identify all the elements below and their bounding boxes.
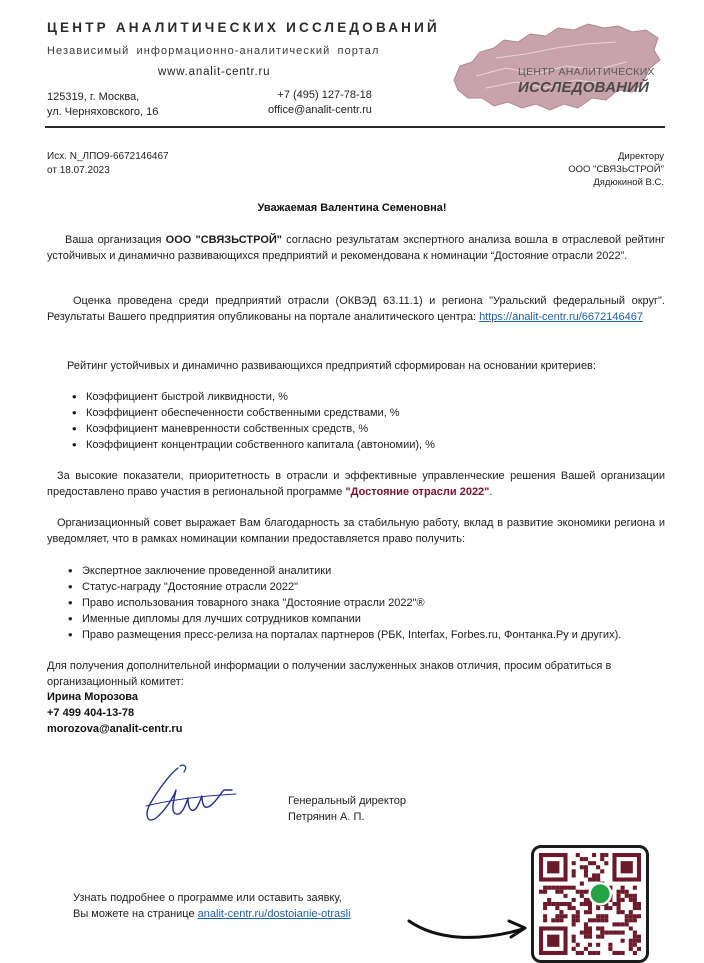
paragraph-nomination (47, 233, 665, 264)
header-phone: +7 (495) 127-78-18 (277, 89, 372, 101)
criteria-list (70, 389, 660, 453)
site-url: www.analit-centr.ru (158, 66, 271, 78)
contact-block (47, 689, 182, 737)
outgoing-reference (47, 150, 169, 178)
text-fragment: Ваша организация (65, 234, 166, 246)
addressee-line: Дядюкиной В.С. (593, 177, 664, 188)
footer-line (73, 906, 351, 922)
arrow-right-icon (405, 905, 535, 945)
qr-code-icon (539, 853, 641, 955)
list-item: • Право использования товарного знака "Достояние отрасли 2022"® (66, 595, 666, 611)
addressee (568, 150, 664, 189)
list-item: • Коэффициент маневренности собственных средств, % (70, 421, 660, 437)
whatsapp-icon (590, 883, 611, 904)
contact-email[interactable]: morozova@analit-centr.ru (47, 723, 183, 735)
qr-code-frame[interactable] (531, 845, 649, 963)
text-fragment: . (489, 485, 493, 498)
paragraph-program (47, 469, 665, 500)
text-fragment: Вы можете на странице (73, 908, 198, 920)
signatory (288, 793, 406, 825)
organization-name: ООО "СВЯЗЬСТРОЙ" (165, 234, 283, 246)
contact-name: Ирина Морозова (47, 691, 139, 703)
reference-number: Исх. N_ЛПО9-6672146467 (47, 151, 169, 162)
portal-tagline: Независимый информационно-аналитический портал (47, 45, 380, 57)
addressee-line: Директору (617, 151, 664, 162)
signatory-title: Генеральный директор (288, 795, 406, 807)
text-fragment: Оценка проведена среди предприятий отрасли (ОКВЭД 63.11.1) и региона "Уральский федеральный округ". Результаты Вашего предприятия опубликованы на портале аналитического центра: (47, 295, 665, 323)
list-item: • Коэффициент концентрации собственного капитала (автономии), % (70, 437, 660, 453)
benefits-list (66, 563, 666, 643)
logo-text: ЦЕНТР АНАЛИТИЧЕСКИХ (518, 66, 655, 78)
address-line: ул. Черняховского, 16 (47, 106, 159, 118)
org-name: ЦЕНТР АНАЛИТИЧЕСКИХ ИССЛЕДОВАНИЙ (47, 20, 440, 35)
logo-text: ИССЛЕДОВАНИЙ (518, 79, 650, 96)
signatory-name: Петрянин А. П. (288, 811, 365, 823)
list-item: • Экспертное заключение проведенной аналитики (66, 563, 666, 579)
list-item: • Статус-награду "Достояние отрасли 2022" (66, 579, 666, 595)
address-line: 125319, г. Москва, (47, 91, 140, 103)
addressee-line: ООО "СВЯЗЬСТРОЙ" (568, 164, 664, 175)
contact-phone[interactable]: +7 499 404-13-78 (47, 707, 135, 719)
paragraph-contact-info: Для получения дополнительной информации о получении заслуженных знаков отличия, просим обратиться в организационный комитет: (47, 660, 612, 688)
program-page-link[interactable]: analit-centr.ru/dostoianie-otrasli (197, 908, 351, 920)
list-item: • Коэффициент быстрой ликвидности, % (70, 389, 660, 405)
results-link[interactable]: https://analit-centr.ru/6672146467 (479, 310, 643, 323)
program-name: "Достояние отрасли 2022" (345, 485, 490, 498)
list-item: • Право размещения пресс-релиза на порталах партнеров (РБК, Interfax, Forbes.ru, Фонтанка.Ру и других). (66, 627, 666, 643)
postal-address (47, 90, 158, 120)
list-item: • Коэффициент обеспеченности собственными средствами, % (70, 405, 660, 421)
footer-line: Узнать подробнее о программе или оставить заявку, (73, 892, 342, 904)
header-divider (45, 126, 665, 128)
header-contacts (268, 88, 372, 118)
header-email: office@analit-centr.ru (268, 104, 372, 116)
reference-date: от 18.07.2023 (47, 165, 110, 176)
criteria-intro: Рейтинг устойчивых и динамично развивающихся предприятий сформирован на основании критериев: (67, 360, 596, 372)
signature-icon (140, 760, 250, 830)
list-item: • Именные дипломы для лучших сотрудников компании (66, 611, 666, 627)
salutation: Уважаемая Валентина Семеновна! (257, 202, 447, 214)
text-fragment: согласно результатам экспертного анализа вошла в отраслевой рейтинг устойчивых и динамично развивающихся предприятий и рекомендована к номинации “Достояние отрасли 2022”. (47, 234, 665, 262)
footer-note (73, 890, 351, 922)
paragraph-gratitude: Организационный совет выражает Вам благодарность за стабильную работу, вклад в развитие экономики региона и уведомляет, что в рамках номинации компании предоставляется право получить: (47, 517, 665, 545)
text-fragment: За высокие показатели, приоритетность в отрасли и эффективные управленческие решения Вашей организации предоставлено право участия в региональной программе (47, 470, 665, 498)
paragraph-assessment (47, 294, 665, 325)
